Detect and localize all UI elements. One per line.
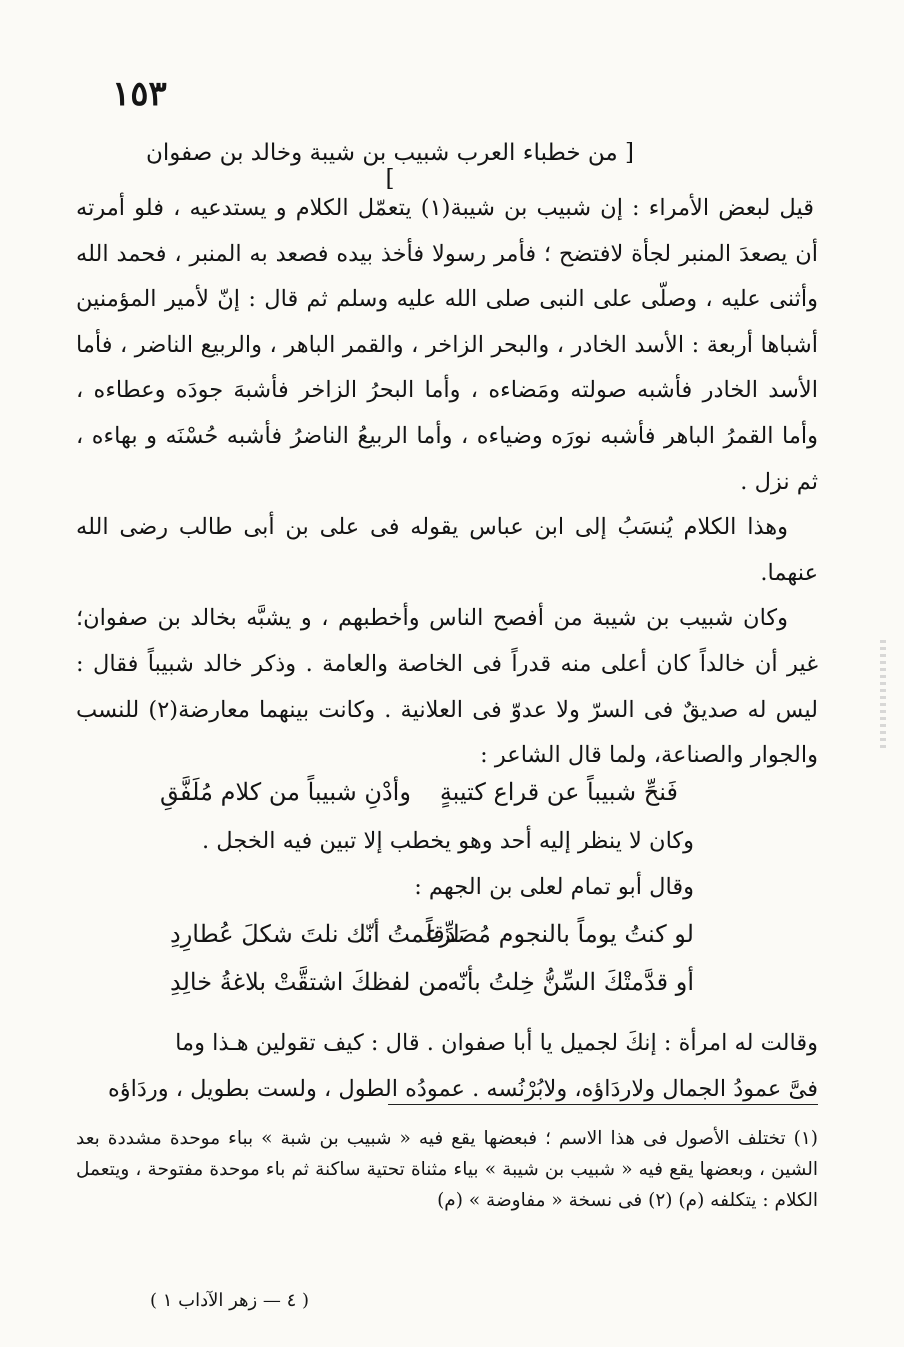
margin-scan-mark (880, 640, 886, 750)
line-after-verse1: وكان لا ينظر إليه أحد وهو يخطب إلا تبين فيه الخجل . (201, 828, 694, 854)
final-line-2: فىَّ عمودُ الجمال ولاردَاؤه، ولابُرْنُسه . عمودُه الطول ، ولست بطويل ، وردَاؤه (107, 1076, 818, 1102)
verse2-intro: وقال أبو تمام لعلى بن الجهم : (414, 874, 694, 900)
section-heading: [ من خطباء العرب شبيب بن شيبة وخالد بن صفوان ] (145, 140, 635, 192)
paragraph-2: وهذا الكلام يُنسَبُ إلى ابن عباس يقوله فى على بن أبى طالب رضى الله عنهما. (76, 514, 818, 586)
paragraph-1: قيل لبعض الأمراء : إن شبيب بن شيبة(١) يتعمّل الكلام و يستدعيه ، فلو أمرته أن يصعدَ المنبر لجأة لافتضح ؛ فأمر رسولا فأخذ بيده فصعد به المنبر ، فحمد الله وأثنى عليه ، وصلّى على النبى صلى الله عليه وسلم ثم قال : إنّ لأمير المؤمنين أشباها أربعة : الأسد الخادر ، والبحر الزاخر ، والقمر الباهر ، والربيع الناضر ، فأما الأسد الخادر فأشبه صولته ومَضاءه ، وأما البحرُ الزاخر فأشبهَ جودَه وعطاءه ، وأما القمرُ الباهر فأشبه نورَه وضياءه ، وأما الربيعُ الناضرُ فأشبه حُسْنَه و بهاءه ، ثم نزل . (76, 195, 818, 495)
signature-mark: ( ٤ — زهر الآداب ١ ) (150, 1290, 310, 1311)
final-line-1: وقالت له امرأة : إنكَ لجميل يا أبا صفوان . قال : كيف تقولين هـذا وما (175, 1030, 818, 1056)
verse2-line2-left: من لفظكَ اشتقَّتْ بلاغةُ خالِدِ (170, 968, 450, 996)
footnote: (١) تختلف الأصول فى هذا الاسم ؛ فبعضها يقع فيه « شبيب بن شبة » بباء موحدة مشددة بعد الشين ، وبعضها يقع فيه « شبيب بن شيبة » بياء مثناة تحتية ساكنة ثم باء موحدة مفتوحة ، ويتعمل الكلام : يتكلفه (م) (٢) فى نسخة « مفاوضة » (م) (76, 1128, 818, 1211)
page-number: ١٥٣ (112, 74, 167, 114)
main-text (76, 186, 818, 779)
verse2-line1-left: لزعمتُ أنّك نلتَ شكلَ عُطارِدِ (170, 920, 460, 948)
verse2-line1-right: لو كنتُ يوماً بالنجوم مُصَدِّقاً (425, 920, 694, 948)
footnote-rule (388, 1104, 818, 1105)
verse1-left-hemistich: وأدْنِ شبيباً من كلام مُلَفَّقِ (160, 778, 411, 806)
paragraph-3: وكان شبيب بن شيبة من أفصح الناس وأخطبهم ، و يشبَّه بخالد بن صفوان؛ غير أن خالداً كان أعلى منه قدراً فى الخاصة والعامة . وذكر خالد شبيباً فقال : ليس له صديقٌ فى السرّ ولا عدوّ فى العلانية . وكانت بينهما معارضة(٢) للنسب والجوار والصناعة، ولما قال الشاعر : (76, 605, 818, 769)
verse2-line2-right: أو قدَّمتْكَ السِّنُّ خِلتُ بأنّه (447, 968, 694, 996)
verse1-right-hemistich: فَنحِّ شبيباً عن قراع كتيبةٍ (439, 778, 678, 806)
